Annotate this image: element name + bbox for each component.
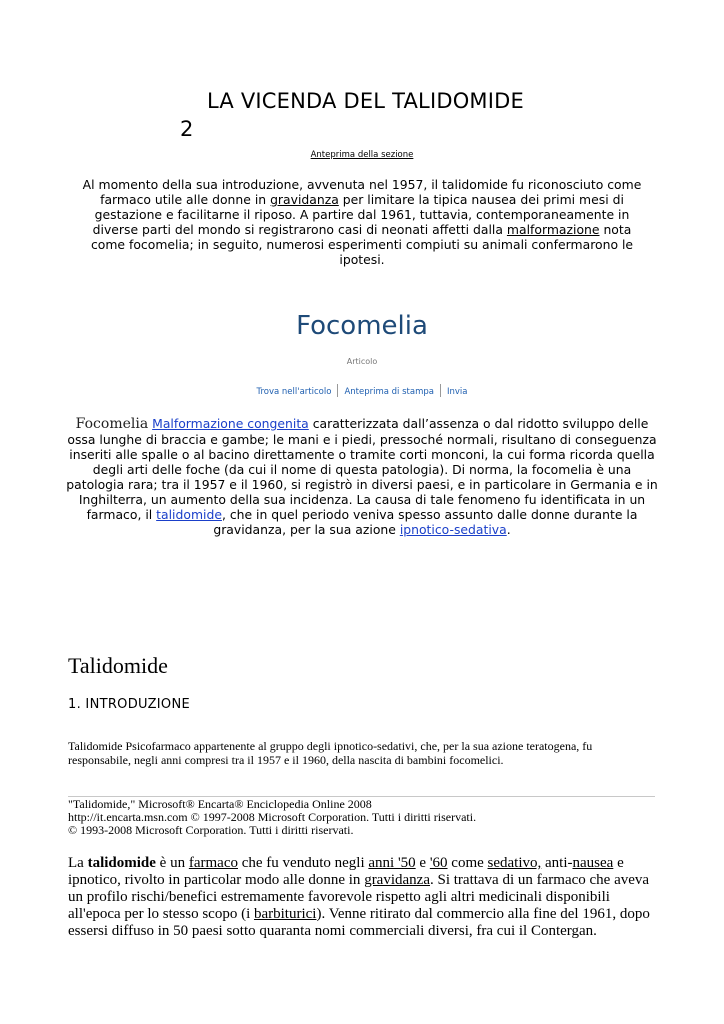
para-text-8: ). Venne ritirato dal commercio alla fine del 1961, dopo essersi diffuso in 50 paesi sotto quaranta nomi commerciali diversi, fra cui il Contergan. xyxy=(68,906,650,939)
intro-paragraph xyxy=(76,177,648,267)
para-text-3: e xyxy=(415,855,430,871)
para-text-7: . Si trattava di un farmaco che aveva un profilo rischi/benefici estremamente favorevole rispetto agli altri medicinali disponibili all'epoca per lo stesso scopo (i xyxy=(68,872,650,922)
gravidanza-link[interactable]: gravidanza xyxy=(270,192,339,207)
para-text-1: è un xyxy=(155,855,189,871)
toolbar-divider xyxy=(337,384,338,397)
focomelia-text-2: , che in quel periodo veniva spesso assunto dalle donne durante la gravidanza, per la sua azione xyxy=(213,507,638,537)
focomelia-text-3: . xyxy=(506,522,511,537)
encarta-citation xyxy=(68,798,476,837)
citation-line-3: © 1993-2008 Microsoft Corporation. Tutti i diritti riservati. xyxy=(68,823,354,837)
article-label: Articolo xyxy=(346,357,378,366)
gravidanza-link-2[interactable]: gravidanza xyxy=(364,872,430,888)
malformazione-link[interactable]: malformazione xyxy=(506,222,600,237)
para-text-6: e ipnotico, rivolto in particolar modo alle donne in xyxy=(68,855,624,888)
talidomide-paragraph xyxy=(68,855,658,940)
intro-text-1: Al momento della sua introduzione, avvenuta nel 1957, il talidomide fu riconosciuto come farmaco utile alle donne in xyxy=(82,177,642,207)
article-toolbar xyxy=(0,384,724,397)
section-number: 2 xyxy=(180,117,194,141)
para-text-0: La xyxy=(68,855,88,871)
citation-line-2: http://it.encarta.msn.com © 1997-2008 Microsoft Corporation. Tutti i diritti riservati. xyxy=(68,810,477,824)
section-title: LA VICENDA DEL TALIDOMIDE xyxy=(207,89,524,113)
send-link[interactable]: Invia xyxy=(446,387,468,397)
focomelia-term: Focomelia xyxy=(75,416,149,432)
barbiturici-link[interactable]: barbiturici xyxy=(253,906,317,922)
toolbar-divider xyxy=(440,384,441,397)
para-text-2: che fu venduto negli xyxy=(237,855,369,871)
focomelia-paragraph xyxy=(66,416,658,537)
intro-text-2: per limitare la tipica nausea dei primi mesi di gestazione e facilitarne il riposo. A partire dal 1961, tuttavia, contemporaneamente in diverse parti del mondo si registrarono casi di neonati affetti dalla xyxy=(92,192,630,237)
talidomide-link[interactable]: talidomide xyxy=(156,507,222,522)
talidomide-bold-term: talidomide xyxy=(87,855,156,871)
talidomide-definition: Talidomide Psicofarmaco appartenente al gruppo degli ipnotico-sedativi, che, per la sua azione teratogena, fu responsabile, negli anni compresi tra il 1957 e il 1960, della nascita di bambini focomelici. xyxy=(68,739,593,767)
anni-60-link[interactable]: '60 xyxy=(429,855,448,871)
section-preview-link[interactable]: Anteprima della sezione xyxy=(310,150,414,160)
para-text-5: anti- xyxy=(541,855,573,871)
ipnotico-sedativa-link[interactable]: ipnotico-sedativa xyxy=(399,522,507,537)
para-text-4: come xyxy=(447,855,488,871)
find-in-article-link[interactable]: Trova nell'articolo xyxy=(256,387,332,397)
print-preview-link[interactable]: Anteprima di stampa xyxy=(344,387,434,397)
nausea-link[interactable]: nausea xyxy=(572,855,614,871)
intro-text-3: nota come focomelia; in seguito, numerosi esperimenti compiuti su animali confermarono le ipotesi. xyxy=(90,222,634,267)
farmaco-link[interactable]: farmaco xyxy=(188,855,238,871)
sedativo-link[interactable]: sedativo, xyxy=(487,855,542,871)
citation-line-1: "Talidomide," Microsoft® Encarta® Enciclopedia Online 2008 xyxy=(68,797,372,811)
malformazione-congenita-link[interactable]: Malformazione congenita xyxy=(152,416,309,431)
focomelia-text-1: caratterizzata dall’assenza o dal ridotto sviluppo delle ossa lunghe di braccia e gambe; le mani e i piedi, pressoché normali, risultano di conseguenza inseriti alle spalle o al bacino direttamente o tramite corti monconi, la cui forma ricorda quella degli arti delle foche (da cui il nome di questa patologia). Di norma, la focomelia è una patologia rara; tra il 1957 e il 1960, si registrò in diversi paesi, e in particolare in Germania e in Inghilterra, un aumento della sua incidenza. La causa di tale fenomeno fu identificata in un farmaco, il xyxy=(66,416,658,522)
anni-50-link[interactable]: anni '50 xyxy=(368,855,416,871)
introduction-subheading: 1. INTRODUZIONE xyxy=(68,697,191,712)
focomelia-heading: Focomelia xyxy=(296,311,428,341)
talidomide-heading: Talidomide xyxy=(68,653,168,678)
